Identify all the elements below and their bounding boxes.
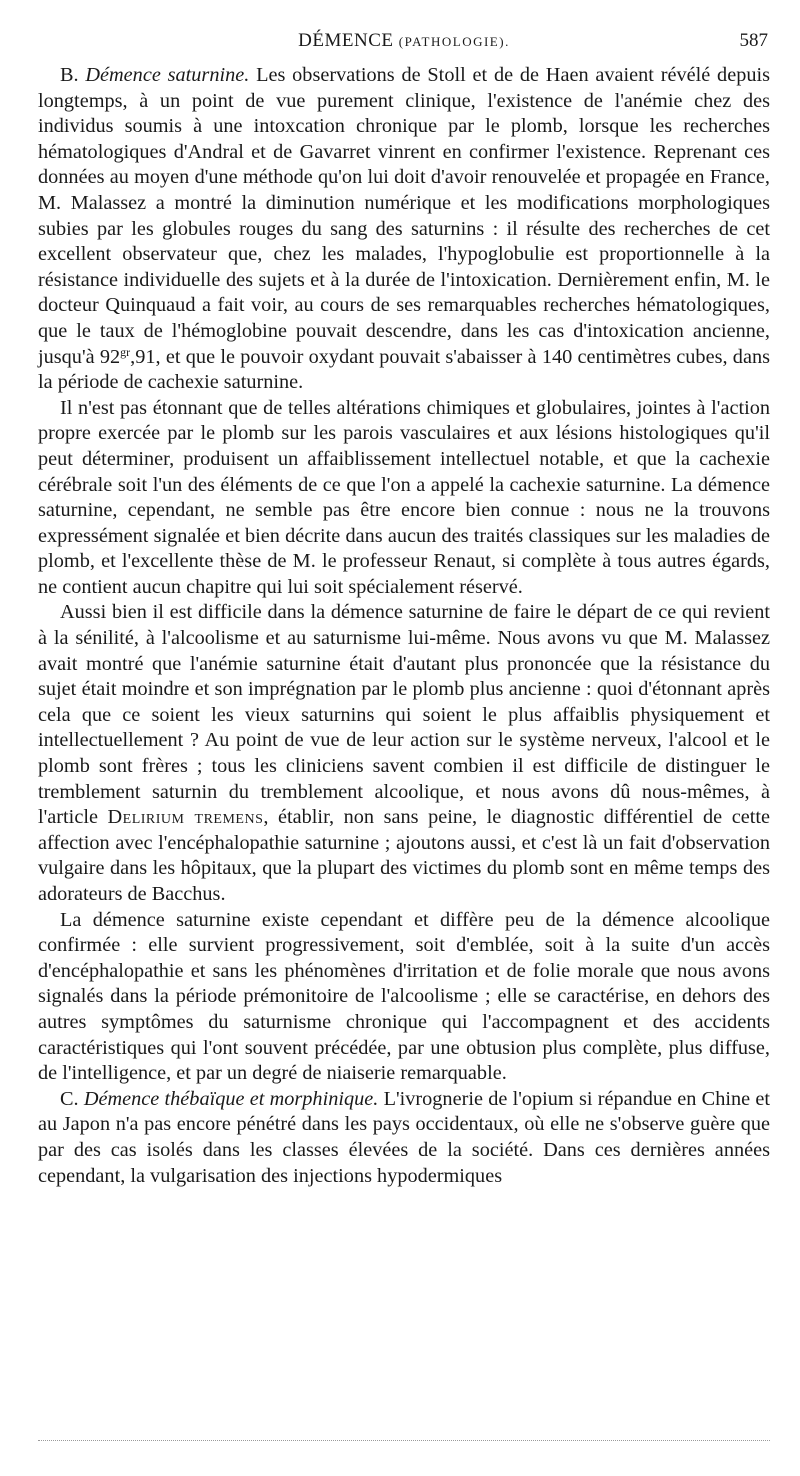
page-number: 587: [739, 30, 768, 51]
text-segment: , établir, non sans peine, le diagnostic différentiel de cette affection avec l'encéphalopathie saturnine ; ajoutons aussi, et c'est là un fait d'observation vulgaire dans les hôpitaux, que la plupart des victimes du plomb sont en même temps des adorateurs de Bacchus.: [38, 806, 770, 905]
text-segment: Aussi bien il est difficile dans la démence saturnine de faire le départ de ce qui revient à la sénilité, à l'alcoolisme et au saturnisme lui-même. Nous avons vu que M. Malassez avait montré que l'anémie saturnine était d'autant plus prononcée que la résistance du sujet était moindre et son imprégnation par le plomb plus ancienne : quoi d'étonnant après cela que ce soient les vieux saturnins qui soient le plus affaiblis physiquement et intellectuellement ? Au point de vue de leur action sur le système nerveux, l'alcool et le plomb sont frères ; tous les cliniciens savent combien il est difficile de distinguer le tremblement saturnin du tremblement alcoolique, et nous avons dû nous-mêmes, à l'article: [38, 601, 770, 829]
text-segment: gr: [120, 344, 131, 359]
text-segment: Il n'est pas étonnant que de telles altérations chimiques et globulaires, jointes à l'action propre exercée par le plomb sur les parois vasculaires et aux lésions histologiques qu'il peut déterminer, produisent un affaiblissement intellectuel notable, et que la cachexie cérébrale soit l'un des éléments de ce que l'on a appelé la cachexie saturnine. La démence saturnine, cependant, ne semble pas être encore bien connue : nous ne la trouvons expressément signalée et bien décrite dans aucun des traités classiques sur les maladies de plomb, et l'excellente thèse de M. le professeur Renaut, si complète à tous autres égards, ne contient aucun chapitre qui lui soit spécialement réservé.: [38, 396, 770, 598]
cross-reference: Delirium tremens: [107, 806, 264, 829]
text-segment: B.: [60, 64, 86, 86]
paragraph: [38, 1087, 770, 1189]
text-segment: Les observations de Stoll et de de Haen avaient révélé depuis longtemps, à un point de vue purement clinique, l'existence de l'anémie chez des individus soumis à une intoxcation chronique par le plomb, lorsque les recherches hématologiques d'Andral et de Gavarret vinrent en confirmer l'existence. Reprenant ces données au moyen d'une méthode qu'on lui doit d'avoir renouvelée et propagée en France, M. Malassez a montré la diminution numérique et les modifications morphologiques subies par les globules rouges du sang des saturnins : il résulte des recherches de cet excellent observateur que, chez les malades, l'hypoglobulie est proportionnelle à la résistance individuelle des sujets et à la durée de l'intoxication. Dernièrement enfin, M. le docteur Quinquaud a fait voir, au cours de ses remarquables recherches hématologiques, que le taux de l'hémoglobine pouvait descendre, dans les cas d'intoxication ancienne, jusqu'à 92: [38, 64, 770, 368]
text-segment: La démence saturnine existe cependant et diffère peu de la démence alcoolique confirmée : elle survient progressivement, soit d'emblée, soit à la suite d'un accès d'encéphalopathie et sans les phénomènes d'irritation et de folie morale que nous avons signalés dans la période prémonitoire de l'alcoolisme ; elle se caractérise, en dehors des autres symptômes du saturnisme chronique qui l'accompagnent et des accidents caractéristiques qui l'ont souvent précédée, par une obtusion plus complète, plus diffuse, de l'intelligence, et par un degré de niaiserie remarquable.: [38, 908, 770, 1085]
paragraph: [38, 63, 770, 396]
text-segment: C.: [60, 1087, 84, 1110]
bottom-dotted-rule: [38, 1440, 770, 1441]
header-subtitle: (PATHOLOGIE).: [398, 34, 510, 49]
paragraph: [38, 600, 770, 907]
text-segment: ,91, et que le pouvoir oxydant pouvait s'abaisser à 140 centimètres cubes, dans la période de cachexie saturnine.: [38, 345, 770, 394]
body-text: [38, 63, 770, 1189]
header-title: DÉMENCE: [298, 30, 394, 51]
paragraph: [38, 908, 770, 1087]
section-heading: Démence saturnine.: [85, 64, 250, 86]
running-title: [38, 30, 770, 52]
running-header: [38, 30, 770, 58]
paragraph: [38, 396, 770, 601]
text-segment: L'ivrognerie de l'opium si répandue en Chine et au Japon n'a pas encore pénétré dans les pays occidentaux, où elle ne s'observe guère que par des cas isolés dans les classes élevées de la société. Dans ces dernières années cependant, la vulgarisation des injections hypodermiques: [38, 1087, 770, 1187]
section-heading: Démence thébaïque et morphinique.: [83, 1087, 379, 1110]
